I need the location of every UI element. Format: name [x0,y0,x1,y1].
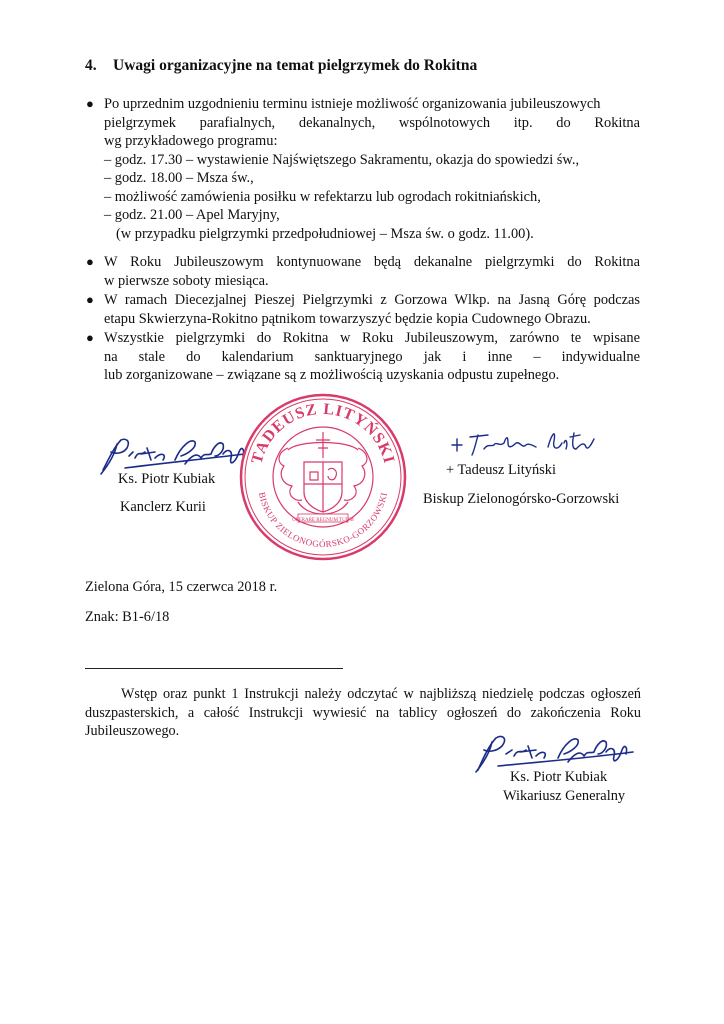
footnote-signer-role-block [503,787,625,805]
bullet-2-line: w pierwsze soboty miesiąca. [104,272,269,289]
bullet-1-line: wg przykładowego programu: [104,133,278,149]
bullet-item-4 [80,329,640,385]
footnote-divider [85,668,343,669]
place-date: Zielona Góra, 15 czerwca 2018 r. [85,579,278,595]
document-reference: Znak: B1-6/18 [85,609,170,625]
bullet-item-2 [80,253,640,290]
signature-right [446,461,556,479]
signer-role: Kanclerz Kurii [120,499,206,515]
section-title: Uwagi organizacyjne na temat pielgrzymek do Rokitna [113,57,478,74]
seal-motto: OPERARE REGNUM TUUM [292,518,354,523]
signer-name: Ks. Piotr Kubiak [118,471,216,487]
bullet-icon: ● [86,254,94,269]
program-item: – godz. 18.00 – Msza św., [104,170,254,186]
footnote-line: Wstęp oraz punkt 1 Instrukcji należy odczytać w najbliższą niedzielę podczas ogłoszeń [121,686,641,702]
bullet-1-line: Po uprzednim uzgodnieniu terminu istnieje możliwość organizowania jubileuszowych [104,96,601,112]
program-item: – godz. 17.30 – wystawienie Najświętszego Sakramentu, okazja do spowiedzi św., [104,151,580,168]
bullet-2-line: W Roku Jubileuszowym kontynuowane będą dekanalne pielgrzymki do Rokitna [104,254,640,270]
signature-right-role-block [423,490,619,508]
bishop-seal-stamp [238,392,408,562]
bullet-4-line: Wszystkie pielgrzymki do Rokitna w Roku Jubileuszowym, zarówno te wpisane [104,330,640,346]
signer-role: Wikariusz Generalny [503,788,626,804]
signer-name: + Tadeusz Lityński [446,462,556,478]
bullet-3-line: etapu Skwierzyna-Rokitno pątnikom towarzyszyć będzie kopia Cudownego Obrazu. [104,310,591,327]
svg-text:TADEUSZ LITYŃSKI: TADEUSZ LITYŃSKI [248,400,398,466]
bullet-4-line: na stale do kalendarium sanktuaryjnego jak i inne – indywidualne [104,348,640,365]
program-item: – możliwość zamówienia posiłku w refektarzu lub ogrodach rokitniańskich, [104,188,541,205]
svg-text:BISKUP ZIELONOGÓRSKO-GORZOWSKI: BISKUP ZIELONOGÓRSKO-GORZOWSKI [256,491,390,550]
footnote-line: duszpasterskich, a całość Instrukcji wywiesić na tablicy ogłoszeń do zakończenia Roku [85,704,641,721]
signature-litynski-handwriting [448,423,598,459]
bullet-icon: ● [86,292,94,307]
signer-name: Ks. Piotr Kubiak [510,769,608,785]
signature-left-role-block [120,498,206,516]
bullet-icon: ● [86,330,94,345]
section-number: 4. [85,57,97,74]
bullet-icon: ● [86,96,94,111]
bullet-item-3 [80,291,640,328]
program-note: (w przypadku pielgrzymki przedpołudniowej – Msza św. o godz. 11.00). [116,225,534,242]
program-item: – godz. 21.00 – Apel Maryjny, [104,207,280,223]
bullet-4-line: lub zorganizowane – związane są z możliwością uzyskania odpustu zupełnego. [104,367,560,383]
signature-left [118,470,215,488]
footnote-line: Jubileuszowego. [85,723,180,739]
signer-role: Biskup Zielonogórsko-Gorzowski [423,491,620,507]
footnote-signer [510,768,607,786]
bullet-3-line: W ramach Diecezjalnej Pieszej Pielgrzymki z Gorzowa Wlkp. na Jasną Górę podczas [104,292,640,308]
bullet-1-line: pielgrzymek parafialnych, dekanalnych, wspólnotowych itp. do Rokitna [104,114,640,131]
section-heading [85,57,477,75]
bullet-item-1 [80,95,640,243]
